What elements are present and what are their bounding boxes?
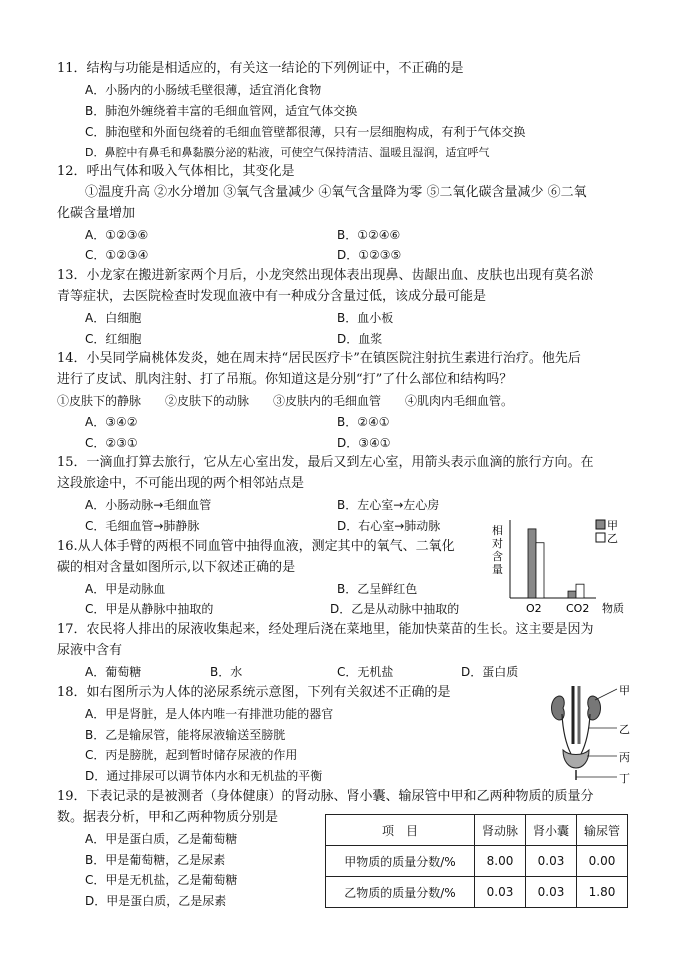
q17-option-d[interactable]: D．蛋白质 bbox=[461, 665, 519, 679]
q17-option-c[interactable]: C．无机盐 bbox=[337, 665, 394, 679]
bar-乙-O2 bbox=[536, 543, 544, 598]
q15-stem-cont: 这段旅途中，不可能出现的两个相邻站点是 bbox=[57, 476, 305, 491]
table-cell: 1.80 bbox=[577, 877, 628, 908]
q13-stem: 13．小龙家在搬进新家两个月后，小龙突然出现体表出现鼻、齿龈出血、皮肤也出现有莫名淤 bbox=[57, 268, 594, 283]
q13-option-b[interactable]: B．血小板 bbox=[337, 311, 394, 325]
q18-option-d[interactable]: D．通过排尿可以调节体内水和无机盐的平衡 bbox=[85, 769, 323, 783]
q13-stem-cont: 青等症状，去医院检查时发现血液中有一种成分含量过低，该成分最可能是 bbox=[57, 289, 487, 304]
q19-option-b[interactable]: B．甲是葡萄糖，乙是尿素 bbox=[85, 853, 226, 867]
q12-option-d[interactable]: D．①②③⑤ bbox=[337, 248, 402, 262]
q14-stem-cont: 进行了皮试、肌肉注射、打了吊瓶。你知道这是分别“打”了什么部位和结构吗？ bbox=[57, 372, 513, 387]
table-header: 肾动脉 bbox=[475, 815, 526, 846]
legend-swatch-乙 bbox=[596, 533, 605, 542]
q16-option-b[interactable]: B．乙呈鲜红色 bbox=[337, 582, 418, 596]
table-row bbox=[326, 846, 628, 877]
chart-xlabel: 物质 bbox=[602, 602, 624, 615]
q11-option-c[interactable]: C．肺泡壁和外面包绕着的毛细血管壁都很薄，只有一层细胞构成，有利于气体交换 bbox=[85, 125, 526, 139]
q19-stem-cont: 数。据表分析，甲和乙两种物质分别是 bbox=[57, 810, 279, 825]
q18-option-b[interactable]: B．乙是输尿管，能将尿液输送至膀胱 bbox=[85, 728, 286, 742]
q15-option-d[interactable]: D．右心室→肺动脉 bbox=[337, 519, 441, 533]
q11-option-d[interactable]: D．鼻腔中有鼻毛和鼻黏膜分泌的粘液，可使空气保持清洁、温暖且湿润，适宜呼气 bbox=[85, 146, 490, 159]
table-cell: 8.00 bbox=[475, 846, 526, 877]
q16-option-d[interactable]: D．乙是从动脉中抽取的 bbox=[330, 602, 460, 616]
q14-stem: 14．小吴同学扁桃体发炎，她在周末持“居民医疗卡”在镇医院注射抗生素进行治疗。他先后 bbox=[57, 351, 581, 366]
table-row bbox=[326, 877, 628, 908]
q14-option-c[interactable]: C．②③① bbox=[85, 436, 138, 450]
bar-甲-O2 bbox=[528, 529, 536, 598]
q16-option-c[interactable]: C．甲是从静脉中抽取的 bbox=[85, 602, 214, 616]
q16-option-a[interactable]: A．甲是动脉血 bbox=[85, 582, 166, 596]
q12-stem: 12．呼出气体和吸入气体相比，其变化是 bbox=[57, 164, 295, 179]
q12-option-b[interactable]: B．①②④⑥ bbox=[337, 228, 401, 242]
table-cell: 0.03 bbox=[475, 877, 526, 908]
q12-items: ①温度升高 ②水分增加 ③氧气含量减少 ④氧气含量降为零 ⑤二氧化碳含量减少 ⑥二氧 bbox=[85, 185, 587, 200]
bar-乙-CO2 bbox=[576, 584, 584, 598]
table-header: 输尿管 bbox=[577, 815, 628, 846]
q15-option-a[interactable]: A．小肠动脉→毛细血管 bbox=[85, 498, 212, 512]
x-tick-label: O2 bbox=[526, 602, 542, 615]
q11-option-a[interactable]: A．小肠内的小肠绒毛壁很薄，适宜消化食物 bbox=[85, 83, 322, 97]
q18-option-a[interactable]: A．甲是肾脏，是人体内唯一有排泄功能的器官 bbox=[85, 707, 334, 721]
q19-data-table bbox=[325, 814, 628, 908]
q19-stem: 19．下表记录的是被测者（身体健康）的肾动脉、肾小囊、输尿管中甲和乙两种物质的质量分 bbox=[57, 789, 594, 804]
label-bing: 丙 bbox=[619, 751, 630, 764]
q14-option-b[interactable]: B．②④① bbox=[337, 415, 390, 429]
label-ding: 丁 bbox=[619, 772, 630, 785]
urinary-system-diagram bbox=[545, 684, 655, 784]
q12-option-a[interactable]: A．①②③⑥ bbox=[85, 228, 149, 242]
table-header-row bbox=[326, 815, 628, 846]
q17-stem: 17．农民将人排出的尿液收集起来，经处理后浇在菜地里，能加快菜苗的生长。这主要是因为 bbox=[57, 622, 594, 637]
q19-option-a[interactable]: A．甲是蛋白质，乙是葡萄糖 bbox=[85, 832, 238, 846]
q18-stem: 18．如右图所示为人体的泌尿系统示意图，下列有关叙述不正确的是 bbox=[57, 685, 451, 700]
table-cell: 0.03 bbox=[526, 846, 577, 877]
q13-option-a[interactable]: A．白细胞 bbox=[85, 311, 142, 325]
table-cell: 乙物质的质量分数/% bbox=[326, 877, 475, 908]
q15-option-c[interactable]: C．毛细血管→肺静脉 bbox=[85, 519, 200, 533]
legend-label-乙: 乙 bbox=[607, 532, 618, 545]
q11-option-b[interactable]: B．肺泡外缠绕着丰富的毛细血管网，适宜气体交换 bbox=[85, 104, 358, 118]
q11-stem: 11．结构与功能是相适应的，有关这一结论的下列例证中，不正确的是 bbox=[57, 61, 464, 76]
q12-items-cont: 化碳含量增加 bbox=[57, 206, 136, 221]
q14-option-d[interactable]: D．③④① bbox=[337, 436, 391, 450]
q16-stem: 16.从人体手臂的两根不同血管中抽得血液，测定其中的氧气、二氧化 bbox=[57, 539, 455, 554]
q17-option-a[interactable]: A．葡萄糖 bbox=[85, 665, 142, 679]
legend-swatch-甲 bbox=[596, 520, 605, 529]
q17-option-b[interactable]: B．水 bbox=[210, 665, 243, 679]
chart-ylabel: 相对含量 bbox=[492, 524, 503, 576]
q14-items: ①皮肤下的静脉 ②皮肤下的动脉 ③皮肤内的毛细血管 ④肌肉内毛细血管。 bbox=[57, 394, 514, 408]
label-yi: 乙 bbox=[619, 723, 630, 736]
q18-option-c[interactable]: C．丙是膀胱，起到暂时储存尿液的作用 bbox=[85, 748, 298, 762]
q12-option-c[interactable]: C．①②③④ bbox=[85, 248, 149, 262]
q17-stem-cont: 尿液中含有 bbox=[57, 643, 123, 658]
leader-jia bbox=[595, 689, 617, 700]
x-tick-label: CO2 bbox=[566, 602, 590, 615]
bladder bbox=[563, 750, 589, 768]
right-ureter bbox=[581, 714, 590, 754]
table-cell: 0.00 bbox=[577, 846, 628, 877]
table-header: 肾小囊 bbox=[526, 815, 577, 846]
q16-bar-chart bbox=[488, 514, 658, 614]
table-header: 项 目 bbox=[326, 815, 475, 846]
q16-stem-cont: 碳的相对含量如图所示,以下叙述正确的是 bbox=[57, 560, 296, 575]
q14-option-a[interactable]: A．③④② bbox=[85, 415, 138, 429]
q15-option-b[interactable]: B．左心室→左心房 bbox=[337, 498, 440, 512]
q13-option-c[interactable]: C．红细胞 bbox=[85, 332, 142, 346]
left-ureter bbox=[562, 714, 571, 754]
q15-stem: 15．一滴血打算去旅行，它从左心室出发，最后又到左心室，用箭头表示血滴的旅行方向。在 bbox=[57, 455, 594, 470]
label-jia: 甲 bbox=[619, 684, 630, 697]
q13-option-d[interactable]: D．血浆 bbox=[337, 332, 383, 346]
legend-label-甲: 甲 bbox=[607, 519, 618, 532]
bar-甲-CO2 bbox=[568, 591, 576, 598]
q19-option-d[interactable]: D．甲是蛋白质，乙是尿素 bbox=[85, 894, 227, 908]
q19-option-c[interactable]: C．甲是无机盐，乙是葡萄糖 bbox=[85, 873, 238, 887]
table-cell: 甲物质的质量分数/% bbox=[326, 846, 475, 877]
table-cell: 0.03 bbox=[526, 877, 577, 908]
